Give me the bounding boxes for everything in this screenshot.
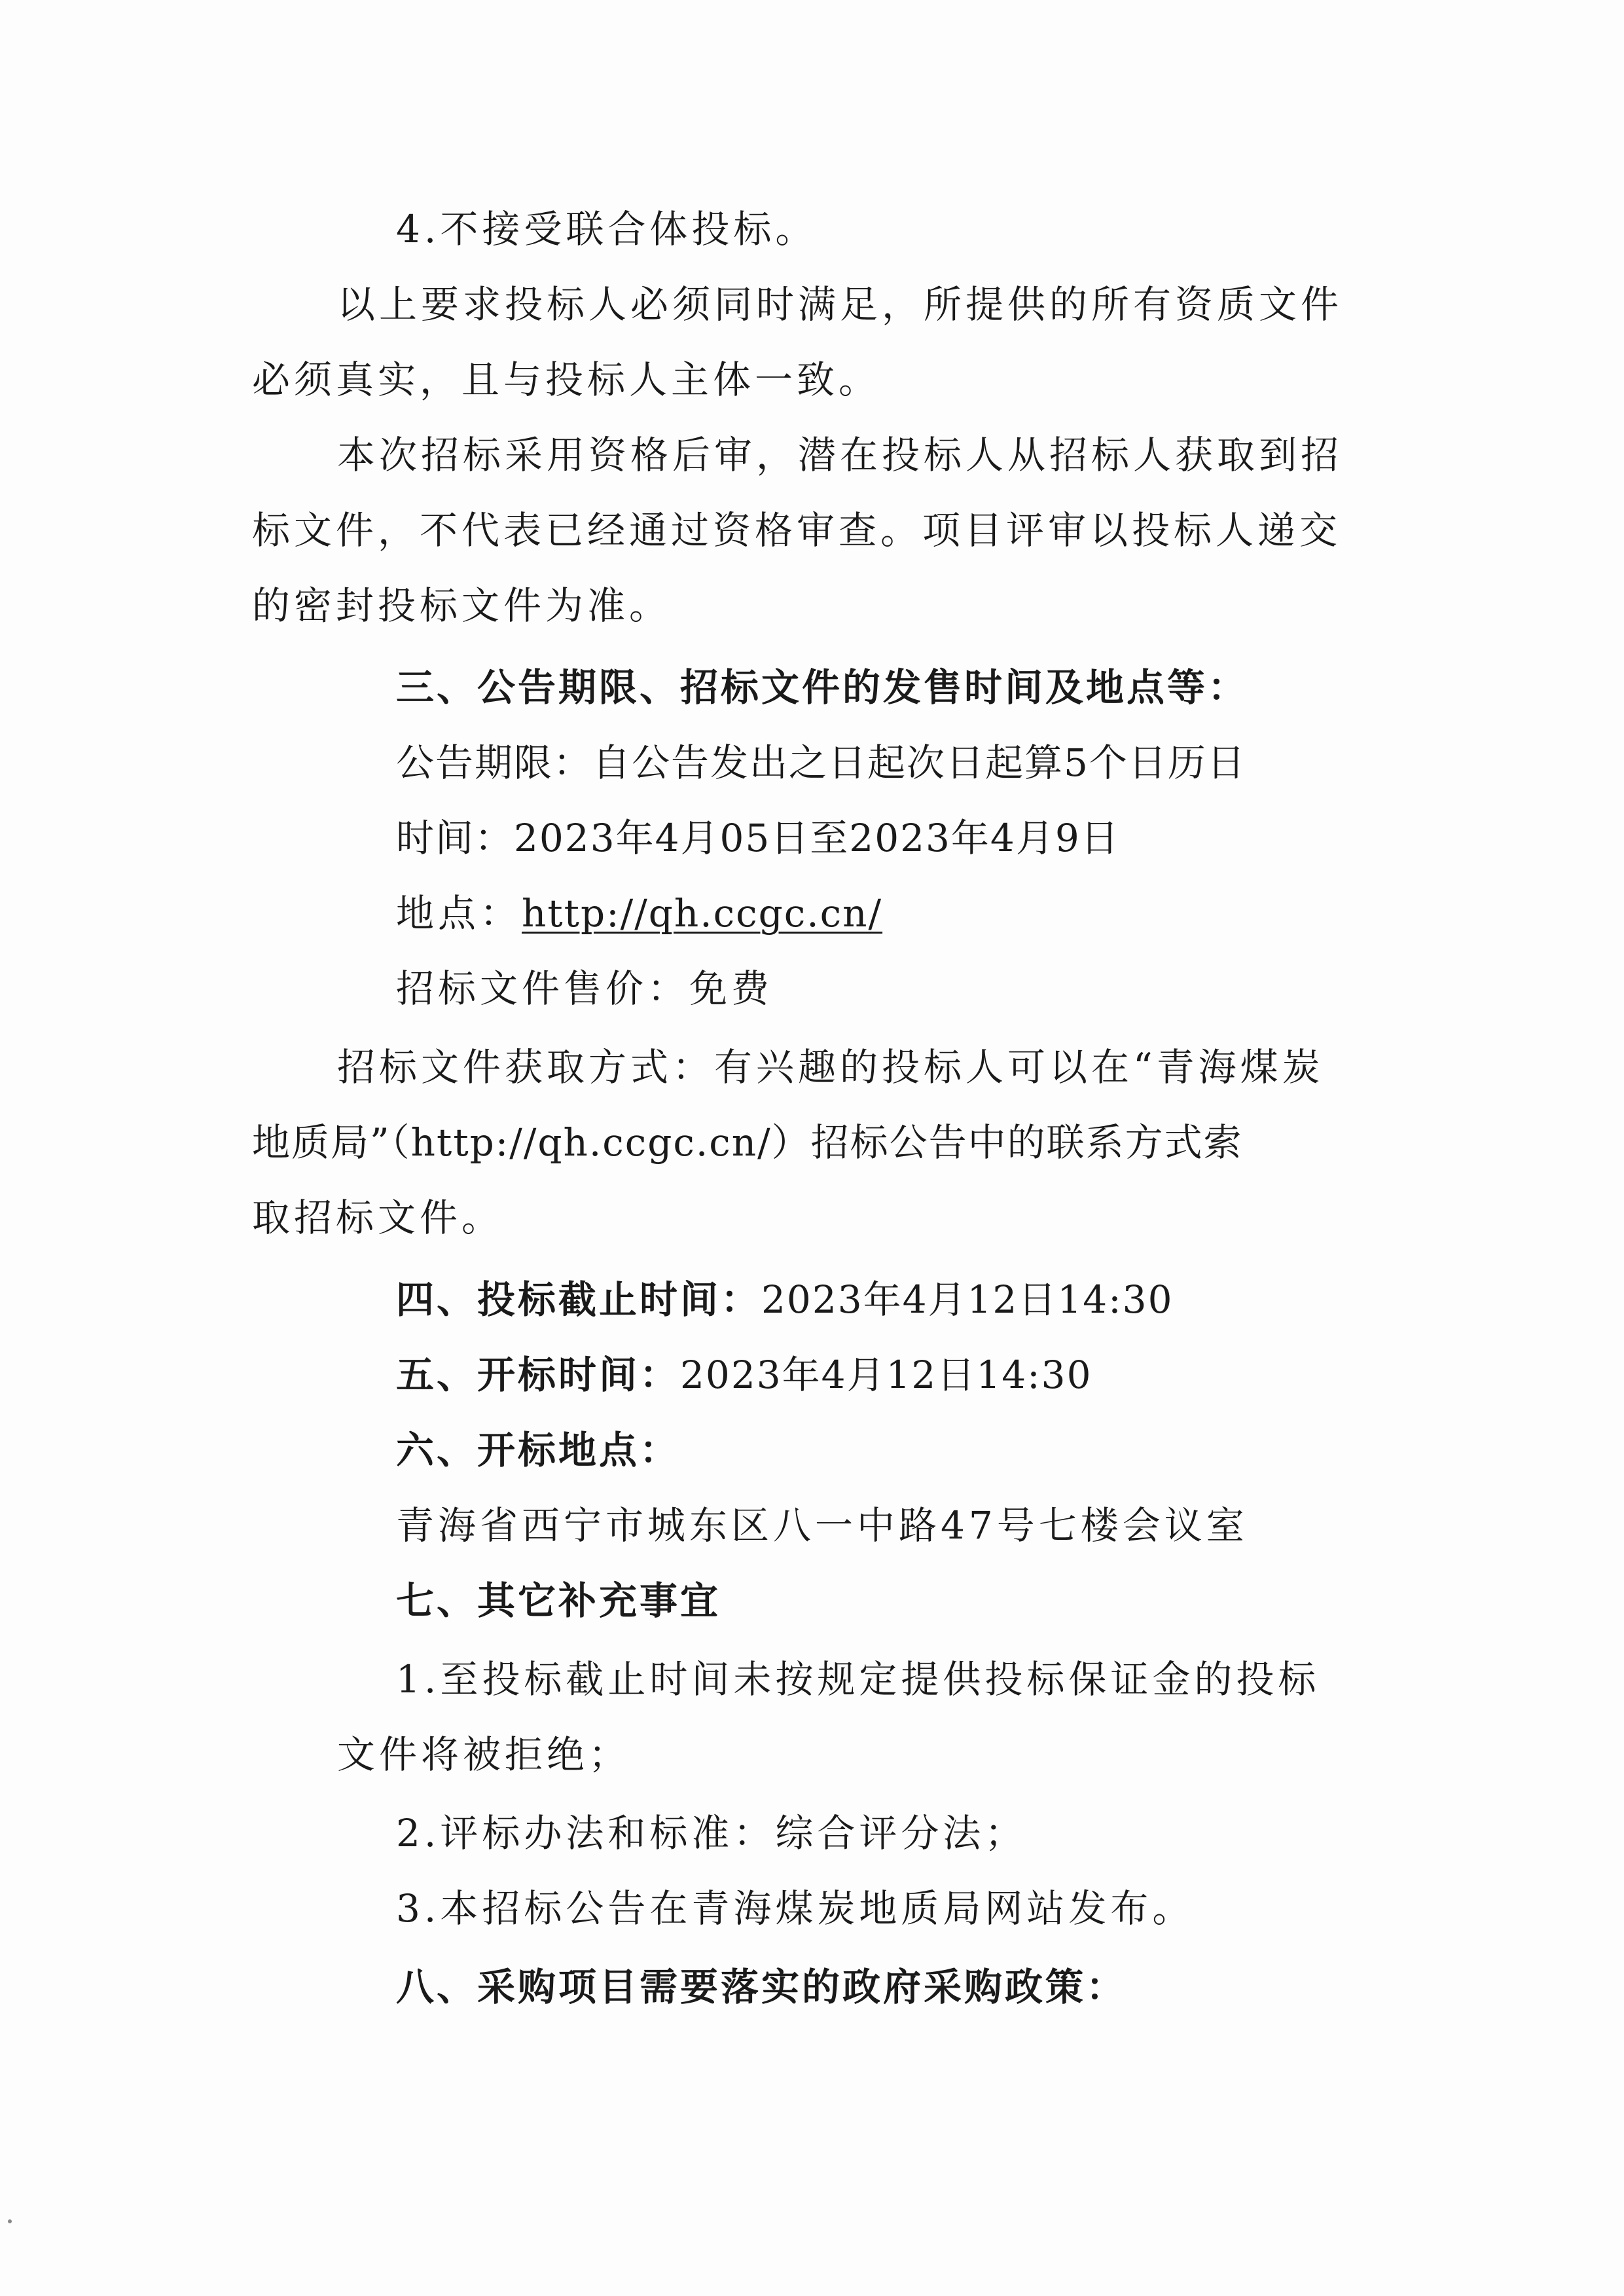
- section-6-heading: 六、开标地点：: [396, 1428, 681, 1472]
- opening-time-value: 2023年4月12日14:30: [680, 1353, 1092, 1397]
- paragraph-review-line-2: 标文件，不代表已经通过资格审查。项目评审以投标人递交: [252, 508, 1342, 553]
- notice-time: 时间：2023年4月05日至2023年4月9日: [396, 816, 1120, 860]
- notice-location-label: 地点：: [396, 891, 522, 936]
- document-acquisition-line-3: 取招标文件。: [252, 1195, 504, 1240]
- scan-speck: [8, 2219, 12, 2223]
- document-price: 招标文件售价：免费: [396, 966, 774, 1011]
- paragraph-requirements-line-1: 以上要求投标人必须同时满足，所提供的所有资质文件: [337, 282, 1343, 327]
- section-4-heading: 四、投标截止时间：: [396, 1277, 762, 1322]
- document-acquisition-line-2: 地质局”（http://qh.ccgc.cn/）招标公告中的联系方式索: [252, 1120, 1243, 1165]
- section-3-heading: 三、公告期限、招标文件的发售时间及地点等：: [396, 665, 1249, 710]
- website-link[interactable]: http://qh.ccgc.cn/: [522, 891, 883, 936]
- section-4-bid-deadline: [396, 1273, 1173, 1326]
- section-8-heading: 八、采购项目需要落实的政府采购政策：: [396, 1965, 1127, 2009]
- supplement-item-2: 2.评标办法和标准：综合评分法；: [396, 1811, 1027, 1855]
- document-acquisition-line-1: 招标文件获取方式：有兴趣的投标人可以在“青海煤炭: [337, 1045, 1324, 1089]
- opening-location: 青海省西宁市城东区八一中路47号七楼会议室: [396, 1503, 1248, 1548]
- paragraph-review-line-3: 的密封投标文件为准。: [252, 583, 672, 628]
- paragraph-requirements-line-2: 必须真实，且与投标人主体一致。: [252, 357, 881, 402]
- supplement-item-3: 3.本招标公告在青海煤炭地质局网站发布。: [396, 1886, 1195, 1931]
- bid-deadline-value: 2023年4月12日14:30: [761, 1277, 1174, 1322]
- paragraph-review-line-1: 本次招标采用资格后审，潜在投标人从招标人获取到招: [337, 433, 1343, 477]
- supplement-item-1-line-2: 文件将被拒绝；: [337, 1732, 631, 1777]
- section-5-opening-time: [396, 1349, 1092, 1401]
- notice-location: [396, 887, 882, 939]
- section-7-heading: 七、其它补充事宜: [396, 1578, 721, 1623]
- item-4-no-consortium: 4.不接受联合体投标。: [396, 207, 818, 251]
- section-5-heading: 五、开标时间：: [396, 1353, 681, 1397]
- notice-period: 公告期限：自公告发出之日起次日起算5个日历日: [396, 740, 1246, 785]
- supplement-item-1-line-1: 1.至投标截止时间未按规定提供投标保证金的投标: [396, 1657, 1320, 1702]
